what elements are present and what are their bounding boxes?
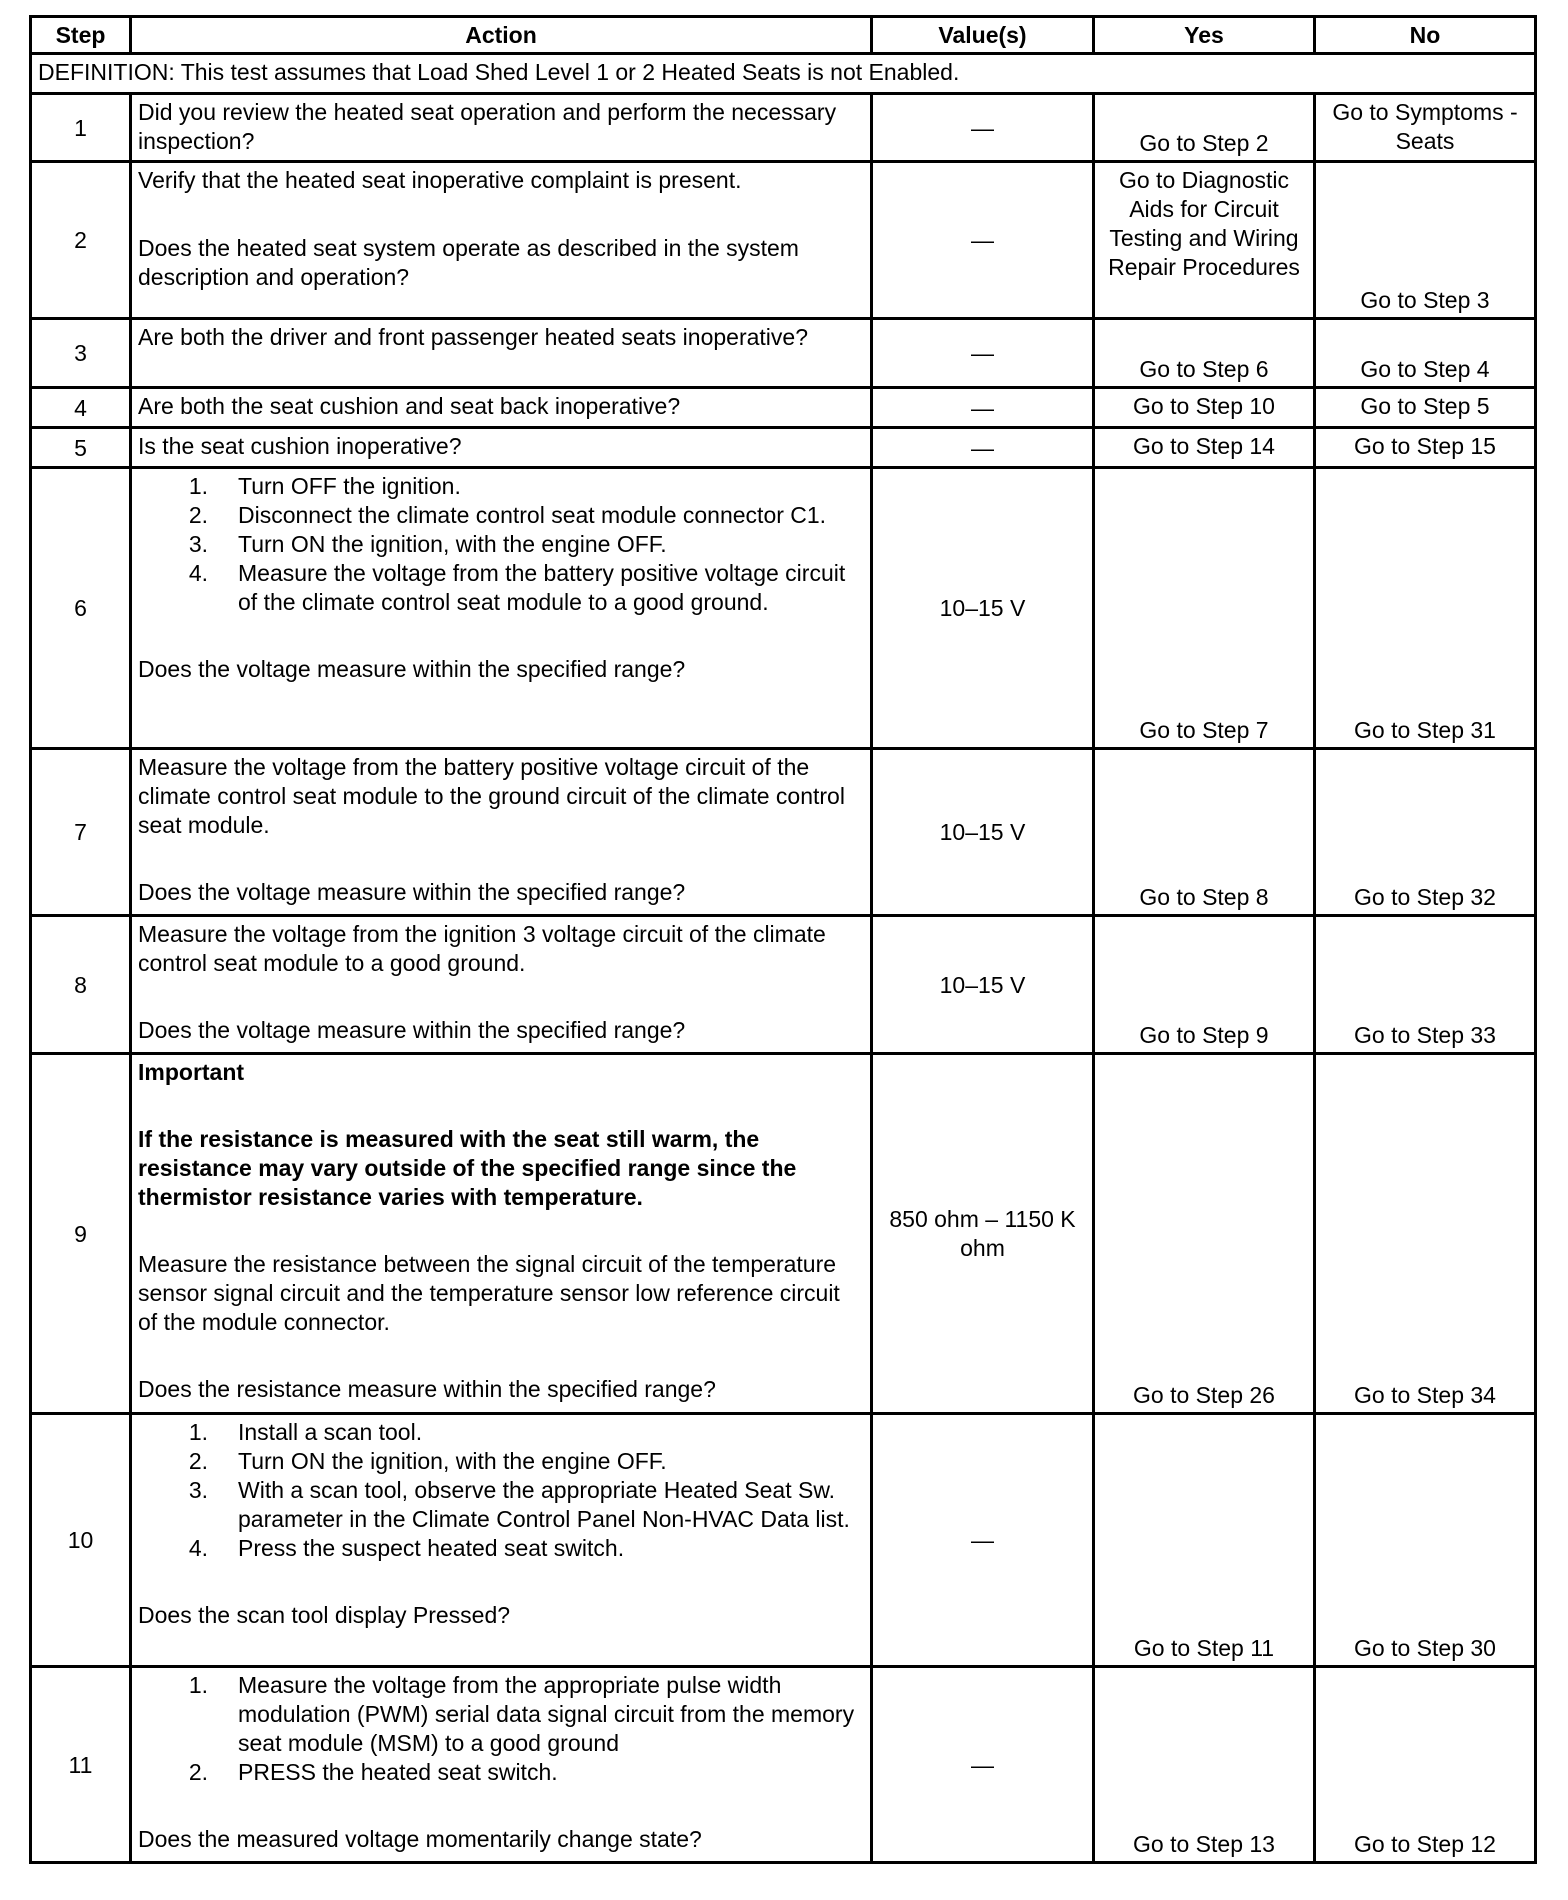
item-text: Turn ON the ignition, with the engine OFF.	[238, 531, 667, 557]
item-text: Press the suspect heated seat switch.	[238, 1535, 625, 1561]
procedure-list	[138, 1418, 864, 1563]
step-number: 8	[31, 916, 131, 1054]
table-row	[31, 749, 1536, 916]
value-cell: —	[872, 428, 1094, 468]
header-row	[31, 17, 1536, 54]
table-row	[31, 468, 1536, 749]
step-number: 4	[31, 388, 131, 428]
header-action: Action	[131, 17, 872, 54]
no-cell: Go to Step 33	[1315, 916, 1536, 1054]
action-cell	[131, 1054, 872, 1414]
table-row	[31, 1054, 1536, 1414]
list-item	[138, 1671, 864, 1758]
item-number: 1.	[188, 1672, 208, 1698]
action-cell	[131, 1414, 872, 1667]
action-cell	[131, 1667, 872, 1863]
yes-cell: Go to Step 7	[1094, 468, 1315, 749]
action-cell: Did you review the heated seat operation and perform the necessary inspection?	[131, 94, 872, 162]
no-cell: Go to Step 32	[1315, 749, 1536, 916]
yes-cell: Go to Step 2	[1094, 94, 1315, 162]
definition-row	[31, 54, 1536, 94]
yes-cell: Go to Step 8	[1094, 749, 1315, 916]
step-number: 6	[31, 468, 131, 749]
step-number: 5	[31, 428, 131, 468]
list-item	[138, 1447, 864, 1476]
important-heading: Important	[138, 1059, 245, 1085]
item-number: 4.	[188, 1535, 208, 1561]
table-row	[31, 1667, 1536, 1863]
table-row	[31, 94, 1536, 162]
definition-text: DEFINITION: This test assumes that Load Shed Level 1 or 2 Heated Seats is not Enabled.	[31, 54, 1536, 94]
item-text: Disconnect the climate control seat module connector C1.	[238, 502, 827, 528]
action-cell: Is the seat cushion inoperative?	[131, 428, 872, 468]
list-item	[138, 472, 864, 501]
item-number: 2.	[188, 1448, 208, 1474]
action-question: Does the scan tool display Pressed?	[138, 1602, 511, 1628]
value-cell: —	[872, 1414, 1094, 1667]
item-number: 3.	[188, 531, 208, 557]
action-cell	[131, 468, 872, 749]
yes-cell: Go to Step 6	[1094, 319, 1315, 388]
action-question: Does the measured voltage momentarily change state?	[138, 1826, 702, 1852]
no-cell: Go to Step 3	[1315, 162, 1536, 319]
action-instruction: Measure the voltage from the battery positive voltage circuit of the climate control seat module to the ground circuit of the climate control seat module.	[138, 754, 845, 838]
important-warning: If the resistance is measured with the seat still warm, the resistance may vary outside of the specified range since the thermistor resistance varies with temperature.	[138, 1126, 797, 1210]
action-cell	[131, 916, 872, 1054]
no-cell: Go to Step 5	[1315, 388, 1536, 428]
value-cell: 10–15 V	[872, 468, 1094, 749]
step-number: 3	[31, 319, 131, 388]
table-row	[31, 319, 1536, 388]
step-number: 2	[31, 162, 131, 319]
procedure-list	[138, 1671, 864, 1787]
item-number: 1.	[188, 473, 208, 499]
diagnostic-table	[29, 15, 1537, 1864]
action-question: Does the voltage measure within the specified range?	[138, 656, 686, 682]
action-instruction: Measure the voltage from the ignition 3 voltage circuit of the climate control seat module to a good ground.	[138, 921, 826, 976]
list-item	[138, 1534, 864, 1563]
table-row	[31, 1414, 1536, 1667]
item-number: 3.	[188, 1477, 208, 1503]
header-yes: Yes	[1094, 17, 1315, 54]
action-cell	[131, 749, 872, 916]
item-text: Measure the voltage from the appropriate pulse width modulation (PWM) serial data signal circuit from the memory seat module (MSM) to a good ground	[238, 1672, 855, 1756]
table-row	[31, 428, 1536, 468]
value-cell: —	[872, 388, 1094, 428]
value-cell: —	[872, 162, 1094, 319]
item-number: 2.	[188, 1759, 208, 1785]
header-step: Step	[31, 17, 131, 54]
yes-cell: Go to Step 10	[1094, 388, 1315, 428]
step-number: 7	[31, 749, 131, 916]
step-number: 9	[31, 1054, 131, 1414]
no-cell: Go to Step 15	[1315, 428, 1536, 468]
no-cell: Go to Symptoms - Seats	[1315, 94, 1536, 162]
action-instruction: Measure the resistance between the signal circuit of the temperature sensor signal circuit and the temperature sensor low reference circuit of the module connector.	[138, 1251, 840, 1335]
item-text: Measure the voltage from the battery positive voltage circuit of the climate control seat module to a good ground.	[238, 560, 846, 615]
yes-cell: Go to Diagnostic Aids for Circuit Testing and Wiring Repair Procedures	[1094, 162, 1315, 319]
item-text: With a scan tool, observe the appropriate Heated Seat Sw. parameter in the Climate Control Panel Non-HVAC Data list.	[238, 1477, 850, 1532]
yes-cell: Go to Step 14	[1094, 428, 1315, 468]
item-text: Turn ON the ignition, with the engine OFF.	[238, 1448, 667, 1474]
no-cell: Go to Step 12	[1315, 1667, 1536, 1863]
action-question: Does the heated seat system operate as described in the system description and operation?	[138, 235, 799, 290]
no-cell: Go to Step 4	[1315, 319, 1536, 388]
procedure-list	[138, 472, 864, 617]
value-cell: —	[872, 94, 1094, 162]
header-no: No	[1315, 17, 1536, 54]
header-values: Value(s)	[872, 17, 1094, 54]
action-question: Does the voltage measure within the specified range?	[138, 879, 686, 905]
value-cell: 10–15 V	[872, 916, 1094, 1054]
yes-cell: Go to Step 26	[1094, 1054, 1315, 1414]
table-row	[31, 388, 1536, 428]
list-item	[138, 1418, 864, 1447]
value-cell: —	[872, 1667, 1094, 1863]
list-item	[138, 559, 864, 617]
no-cell: Go to Step 34	[1315, 1054, 1536, 1414]
yes-cell: Go to Step 9	[1094, 916, 1315, 1054]
no-cell: Go to Step 30	[1315, 1414, 1536, 1667]
action-cell: Are both the seat cushion and seat back inoperative?	[131, 388, 872, 428]
table-row	[31, 916, 1536, 1054]
step-number: 11	[31, 1667, 131, 1863]
action-question: Does the resistance measure within the specified range?	[138, 1376, 716, 1402]
action-cell: Are both the driver and front passenger heated seats inoperative?	[131, 319, 872, 388]
value-cell: 10–15 V	[872, 749, 1094, 916]
table-row	[31, 162, 1536, 319]
yes-cell: Go to Step 11	[1094, 1414, 1315, 1667]
step-number: 10	[31, 1414, 131, 1667]
action-instruction: Verify that the heated seat inoperative complaint is present.	[138, 167, 742, 193]
value-cell: —	[872, 319, 1094, 388]
item-number: 2.	[188, 502, 208, 528]
list-item	[138, 501, 864, 530]
action-cell	[131, 162, 872, 319]
list-item	[138, 1476, 864, 1534]
no-cell: Go to Step 31	[1315, 468, 1536, 749]
item-text: Install a scan tool.	[238, 1419, 423, 1445]
step-number: 1	[31, 94, 131, 162]
value-cell: 850 ohm – 1150 K ohm	[872, 1054, 1094, 1414]
item-text: PRESS the heated seat switch.	[238, 1759, 558, 1785]
item-number: 1.	[188, 1419, 208, 1445]
list-item	[138, 530, 864, 559]
action-question: Does the voltage measure within the specified range?	[138, 1017, 686, 1043]
list-item	[138, 1758, 864, 1787]
item-number: 4.	[188, 560, 208, 586]
yes-cell: Go to Step 13	[1094, 1667, 1315, 1863]
item-text: Turn OFF the ignition.	[238, 473, 461, 499]
